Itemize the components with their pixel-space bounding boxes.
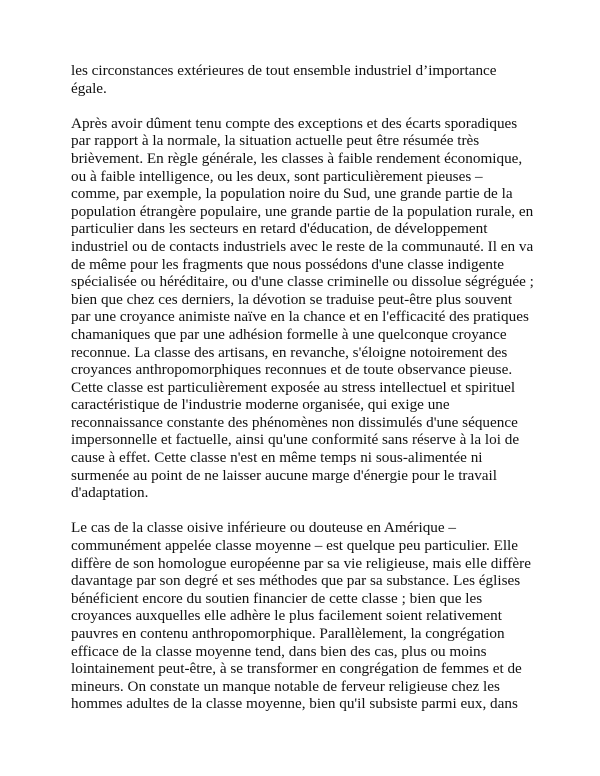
text-line: impersonnelle et factuelle, ainsi qu'une conformité sans réserve à la loi de — [71, 431, 520, 449]
text-line: davantage par son degré et ses méthodes que par sa substance. Les églises — [71, 572, 521, 590]
body-text — [71, 62, 539, 731]
text-line: Cette classe est particulièrement exposée au stress intellectuel et spirituel — [71, 378, 516, 396]
text-line: les circonstances extérieures de tout ensemble industriel d’importance — [71, 62, 497, 79]
text-line: par une croyance animiste naïve en la chance et en l'efficacité des pratiques — [71, 308, 529, 326]
text-line: industriel ou de contacts industriels avec le reste de la communauté. Il en va — [71, 237, 534, 255]
paragraph — [71, 115, 539, 502]
paragraph — [71, 62, 539, 97]
text-line: brièvement. En règle générale, les classes à faible rendement économique, — [71, 149, 523, 167]
text-line: comme, par exemple, la population noire du Sud, une grande partie de la — [71, 185, 513, 203]
text-line: bien que chez ces derniers, la dévotion se traduise peut-être plus souvent — [71, 290, 513, 308]
text-line: population étrangère populaire, une grande partie de la population rurale, en — [71, 202, 534, 220]
text-line: ou à faible intelligence, ou les deux, sont particulièrement pieuses – — [71, 167, 483, 185]
text-line: Après avoir dûment tenu compte des exceptions et des écarts sporadiques — [71, 114, 518, 132]
text-line: surmenée au point de ne laisser aucune marge d'énergie pour le travail — [71, 466, 497, 484]
text-line: particulier dans les secteurs en retard d'éducation, de développement — [71, 220, 488, 238]
text-line: reconnaissance constante des phénomènes non dissimulés d'une séquence — [71, 413, 518, 431]
text-line: efficace de la classe moyenne tend, dans bien des cas, plus ou moins — [71, 642, 487, 660]
text-line: d'adaptation. — [71, 484, 149, 502]
text-line: chamaniques que par une adhésion formelle à une quelconque croyance — [71, 325, 507, 343]
text-line: Le cas de la classe oisive inférieure ou douteuse en Amérique – — [71, 519, 457, 537]
text-line: mineurs. On constate un manque notable de ferveur religieuse chez les — [71, 677, 500, 695]
text-line: pauvres en contenu anthropomorphique. Parallèlement, la congrégation — [71, 625, 505, 642]
paragraph — [71, 519, 539, 713]
text-line: par rapport à la normale, la situation actuelle peut être résumée très — [71, 132, 480, 150]
text-line: reconnue. La classe des artisans, en revanche, s'éloigne notoirement des — [71, 343, 508, 361]
text-line: diffère de son homologue européenne par sa vie religieuse, mais elle diffère — [71, 554, 531, 572]
text-line: cause à effet. Cette classe n'est en même temps ni sous-alimentée ni — [71, 449, 483, 467]
text-line: croyances auxquelles elle adhère le plus facilement soient relativement — [71, 607, 502, 625]
text-line: de même pour les fragments que nous possédons d'une classe indigente — [71, 255, 504, 273]
text-line: communément appelée classe moyenne – est quelque peu particulier. Elle — [71, 537, 519, 555]
text-line: bénéficient encore du soutien financier de cette classe ; bien que les — [71, 589, 483, 607]
text-line: spécialisée ou héréditaire, ou d'une classe criminelle ou dissolue ségréguée ; — [71, 273, 534, 291]
text-line: croyances anthropomorphiques reconnues et de toute observance pieuse. — [71, 361, 513, 379]
text-line: hommes adultes de la classe moyenne, bien qu'il subsiste parmi eux, dans — [71, 695, 518, 713]
text-line: égale. — [71, 79, 107, 97]
text-line: caractéristique de l'industrie moderne organisée, qui exige une — [71, 396, 450, 414]
text-line: lointainement peut-être, à se transformer en congrégation de femmes et de — [71, 660, 522, 678]
